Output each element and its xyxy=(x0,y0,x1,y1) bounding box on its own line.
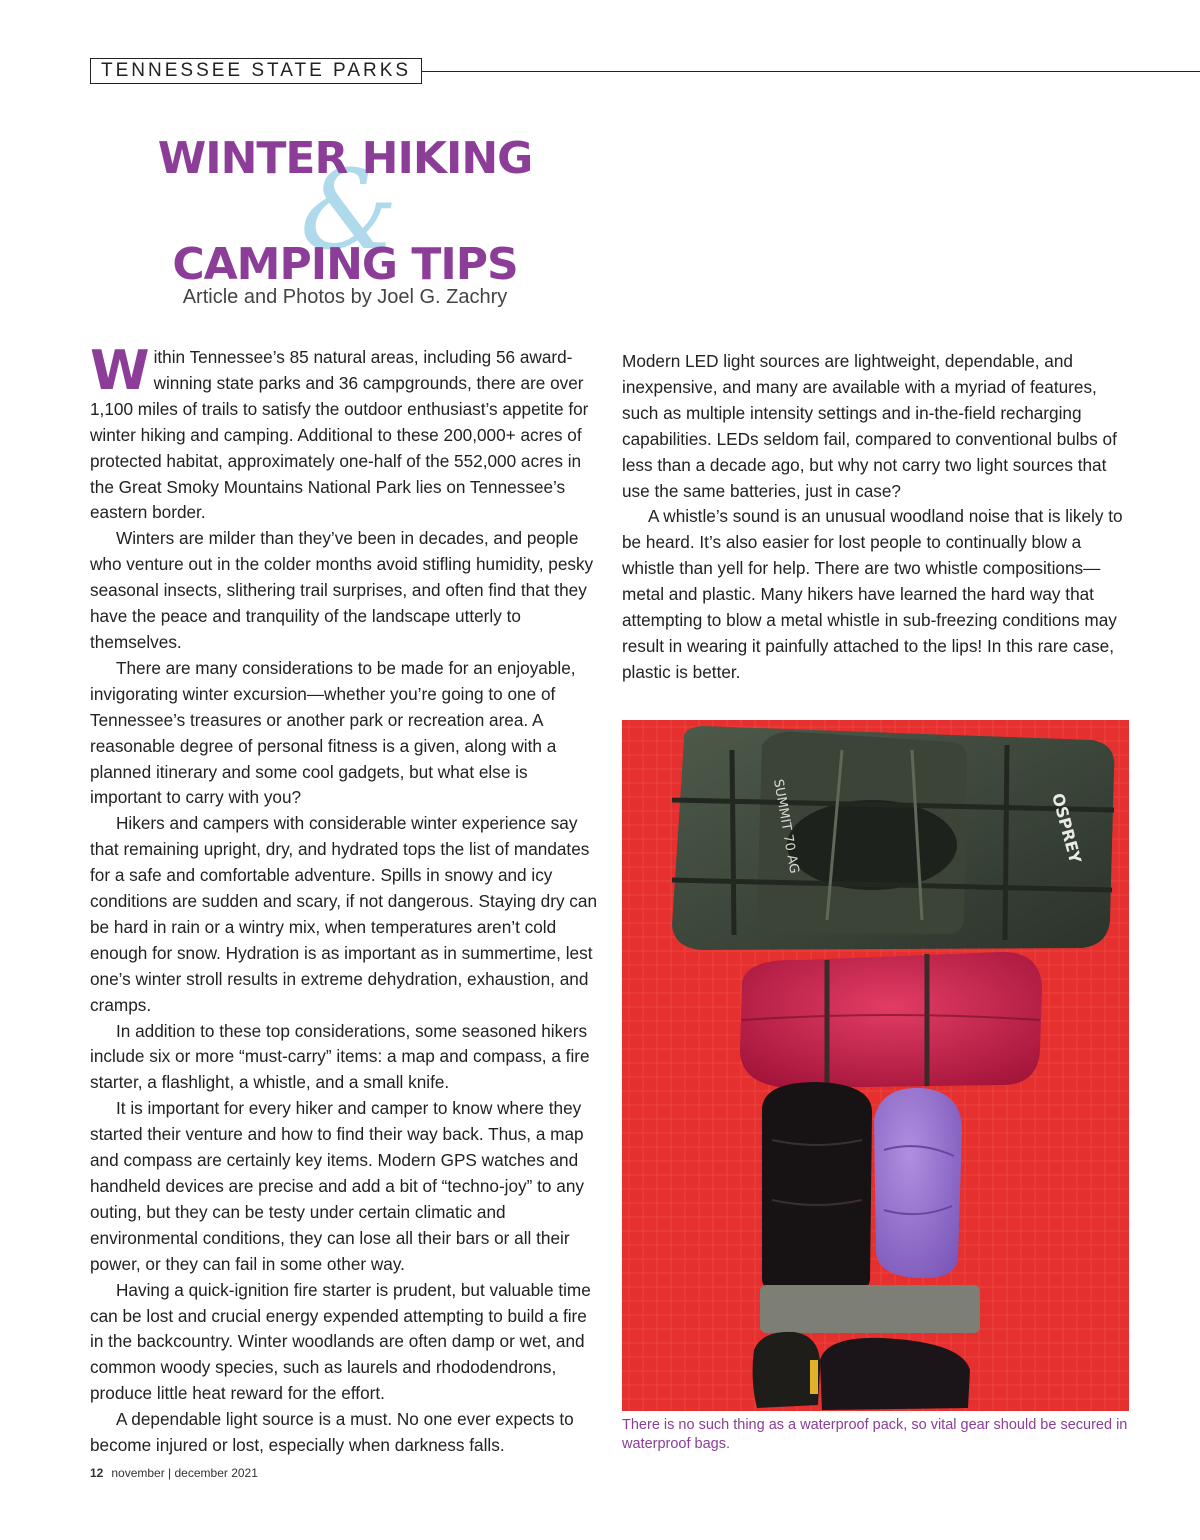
black-sleeping-bag xyxy=(762,1082,872,1298)
issue-date: november | december 2021 xyxy=(111,1466,258,1480)
title-line-2: CAMPING TIPS xyxy=(172,239,518,290)
drop-cap: W xyxy=(90,339,150,402)
page-number: 12 xyxy=(90,1466,104,1480)
paragraph-text: ithin Tennessee’s 85 natural areas, including 56 award-winning state parks and 36 campgrounds, there are over 1,100 miles of trails to satisfy the outdoor enthusiast’s appetite for winter hiking and camping. Additional to these 200,000+ acres of protected habitat, approximately one-half of the 552,000 acres in the Great Smoky Mountains National Park lies on Tennessee’s eastern border. xyxy=(90,347,589,523)
section-label: TENNESSEE STATE PARKS xyxy=(90,58,422,84)
paragraph: In addition to these top considerations, some seasoned hikers include six or more “must-carry” items: a map and compass, a fire starter, a flashlight, a whistle, and a small knife. xyxy=(90,1020,590,1093)
pack-model-text: SUMMIT 70 AG xyxy=(770,778,802,875)
paragraph: It is important for every hiker and camper to know where they started their venture and how to find their way back. Thus, a map and compass are certainly key items. Modern GPS watches and handheld devices are precise and add a bit of “techno-joy” to any outing, but they can be testy under certain climatic and environmental conditions, they can lose all their bars or all their power, or they can fail in some other way. xyxy=(90,1098,584,1274)
paragraph: There are many considerations to be made for an enjoyable, invigorating winter excursion—whether you’re going to one of Tennessee’s treasures or another park or recreation area. A reasonable degree of personal fitness is a given, along with a planned itinerary and some cool gadgets, but what else is important to carry with you? xyxy=(90,657,576,808)
byline: Article and Photos by Joel G. Zachry xyxy=(182,286,508,308)
gear-photo-illustration xyxy=(622,720,1129,1411)
paragraph: Modern LED light sources are lightweight, dependable, and inexpensive, and many are available with a myriad of features, such as multiple intensity settings and in-the-field recharging capabilities. LEDs seldom fail, compared to conventional bulbs of less than a decade ago, but why not carry two light sources that use the same batteries, just in case? xyxy=(622,351,1117,501)
page-footer xyxy=(90,1466,258,1480)
paragraph xyxy=(90,339,600,526)
red-stuff-sack xyxy=(740,952,1042,1088)
title-ampersand: & xyxy=(300,146,398,274)
paragraph: Hikers and campers with considerable winter experience say that remaining upright, dry, and hydrated tops the list of mandates for a safe and comfortable adventure. Spills in snowy and icy conditions are sudden and scary, if not dangerous. Staying dry can be hard in rain or a wintry mix, when temperatures aren’t cold enough for snow. Hydration is as important as in summertime, lest one’s winter stroll results in extreme dehydration, exhaustion, and cramps. xyxy=(90,813,598,1015)
title-line-1: WINTER HIKING xyxy=(157,133,533,184)
right-column xyxy=(622,349,1132,686)
yellow-tab xyxy=(810,1360,818,1394)
paragraph: Having a quick-ignition fire starter is prudent, but valuable time can be lost and crucial energy expended attempting to build a fire in the backcountry. Winter woodlands are often damp or wet, and common woody species, such as laurels and rhododendrons, produce little heat reward for the effort. xyxy=(90,1279,591,1404)
paragraph: Winters are milder than they’ve been in decades, and people who venture out in the colder months avoid stifling humidity, pesky seasonal insects, slithering trail surprises, and often find that they have the peace and tranquility of the landscape utterly to themselves. xyxy=(90,528,594,652)
backpack xyxy=(672,726,1114,950)
photo-caption: There is no such thing as a waterproof pack, so vital gear should be secured in waterproof bags. xyxy=(622,1417,1128,1452)
purple-stuff-sack xyxy=(874,1088,962,1278)
grey-pad xyxy=(760,1285,980,1333)
paragraph: A whistle’s sound is an unusual woodland noise that is likely to be heard. It’s also easier for lost people to continually blow a whistle than yell for help. There are two whistle compositions—metal and plastic. Many hikers have learned the hard way that attempting to blow a metal whistle in sub-freezing conditions may result in wearing it painfully attached to the lips! In this rare case, plastic is better. xyxy=(622,506,1123,682)
pack-brand-text: OSPREY xyxy=(1048,791,1086,866)
left-column xyxy=(90,339,600,1459)
small-bag-1 xyxy=(753,1332,821,1408)
paragraph: A dependable light source is a must. No one ever expects to become injured or lost, especially when darkness falls. xyxy=(90,1409,574,1456)
gear-photo xyxy=(622,720,1129,1411)
